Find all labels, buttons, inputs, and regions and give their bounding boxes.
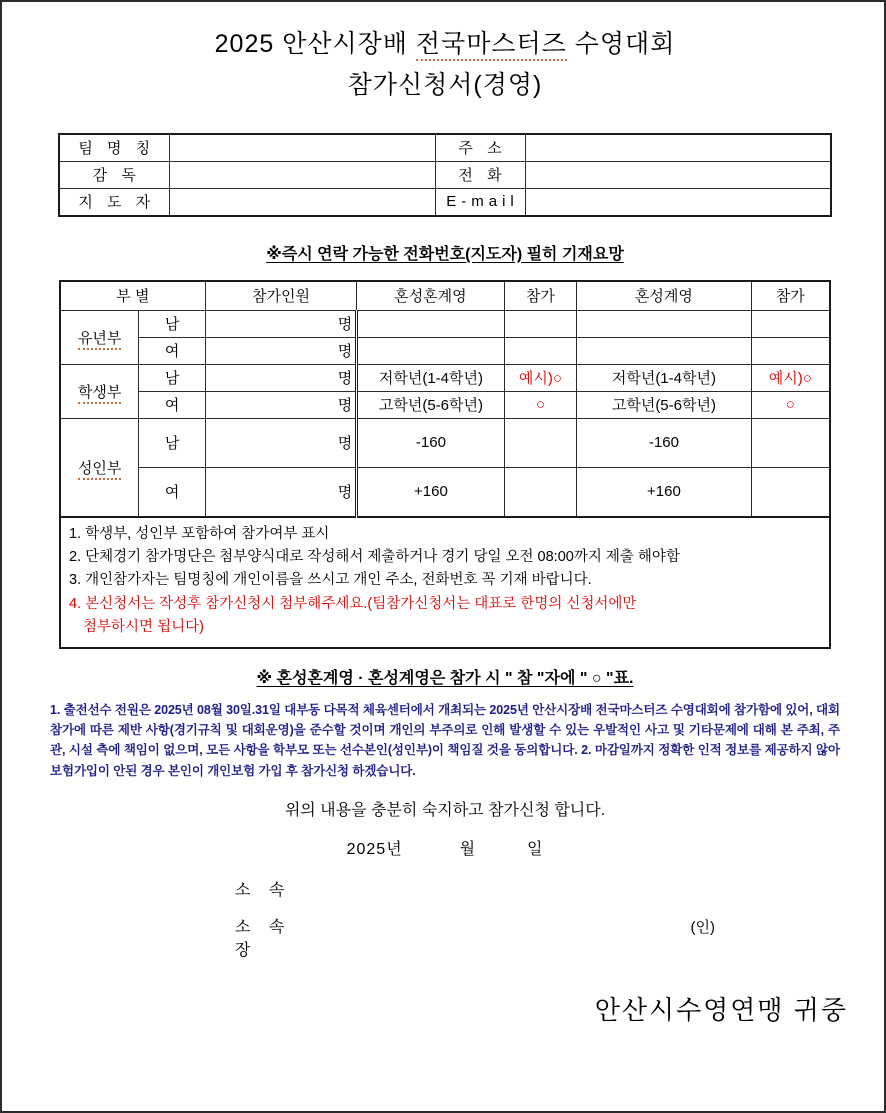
join2-adult-female[interactable]: [751, 467, 830, 517]
header-join-1: 참가: [504, 281, 577, 311]
mixed-medley-student-male: 저학년(1-4학년): [357, 364, 504, 391]
table-header-row: [60, 281, 830, 311]
team-name-label: 팀 명 칭: [59, 134, 169, 162]
table-row: [60, 364, 830, 391]
phone-field[interactable]: [525, 161, 831, 188]
table-row: [60, 391, 830, 418]
head-label: 소 속 장: [235, 918, 292, 959]
team-name-field[interactable]: [169, 134, 435, 162]
gender-female: 여: [139, 337, 205, 364]
date-day[interactable]: 일: [526, 840, 544, 858]
organization-footer: 안산시수영연맹 귀중: [594, 994, 848, 1025]
note-item-4-line1: 4. 본신청서는 작성후 참가신청시 첨부해주세요.(팀참가신청서는 대표로 한명의 신청서에만: [69, 595, 637, 612]
coach-label: 감 독: [59, 161, 169, 188]
mixed-relay-adult-female: +160: [577, 467, 751, 517]
gender-female: 여: [139, 467, 205, 517]
count-adult-female[interactable]: 명: [205, 467, 357, 517]
header-participant-count: 참가인원: [205, 281, 357, 311]
email-field[interactable]: [525, 188, 831, 216]
page-title-line1: [2, 28, 886, 62]
join1-student-male-example[interactable]: 예시)○: [504, 364, 577, 391]
team-info-table: [58, 133, 832, 217]
division-adult: [60, 418, 139, 517]
mixed-relay-student-male: 저학년(1-4학년): [577, 364, 751, 391]
join2-student-male-example[interactable]: 예시)○: [751, 364, 830, 391]
header-mixed-relay: 혼성계영: [577, 281, 751, 311]
division-adult-label: 성인부: [78, 460, 121, 480]
count-student-male[interactable]: 명: [205, 364, 357, 391]
mixed-medley-adult-male: -160: [357, 418, 504, 467]
table-row: [59, 161, 831, 188]
join1-student-female-example[interactable]: ○: [504, 391, 577, 418]
gender-female: 여: [139, 391, 205, 418]
signature-block: [165, 877, 725, 960]
header-mixed-medley: 혼성혼계영: [357, 281, 504, 311]
note-item-3: 3. 개인참가자는 팀명칭에 개인이름을 쓰시고 개인 주소, 전화번호 꼭 기재 바랍니다.: [69, 572, 592, 589]
join1-youth-male[interactable]: [504, 310, 577, 337]
gender-male: 남: [139, 364, 205, 391]
join2-adult-male[interactable]: [751, 418, 830, 467]
table-row: [59, 134, 831, 162]
division-student-label: 학생부: [78, 384, 121, 404]
join2-youth-female[interactable]: [751, 337, 830, 364]
title-block: [2, 2, 886, 103]
date-year[interactable]: 2025년: [346, 840, 403, 858]
table-row: [60, 310, 830, 337]
affiliation-row: [165, 877, 725, 900]
mixed-medley-youth-male: [357, 310, 504, 337]
mixed-relay-youth-male: [577, 310, 751, 337]
gender-male: 남: [139, 418, 205, 467]
mixed-medley-adult-female: +160: [357, 467, 504, 517]
seal-mark: (인): [690, 918, 715, 936]
count-youth-female[interactable]: 명: [205, 337, 357, 364]
division-student: [60, 364, 139, 418]
entry-division-table: [59, 280, 831, 518]
header-join-2: 참가: [751, 281, 830, 311]
note-item-2: 2. 단체경기 참가명단은 첨부양식대로 작성해서 제출하거나 경기 당일 오전 08:00까지 제출 해야함: [69, 548, 680, 565]
instructor-field[interactable]: [169, 188, 435, 216]
page-title-line2: 참가신청서(경영): [347, 70, 543, 99]
relay-mark-notice-text: ※ 혼성혼계영 · 혼성계영은 참가 시 " 참 "자에 " ○ "표.: [256, 669, 634, 687]
notes-box: [59, 518, 831, 649]
mixed-medley-youth-female: [357, 337, 504, 364]
division-youth-label: 유년부: [78, 330, 121, 350]
relay-mark-notice: [2, 665, 886, 688]
closing-statement: 위의 내용을 충분히 숙지하고 참가신청 합니다.: [284, 801, 606, 819]
header-division: 부 별: [60, 281, 205, 311]
affiliation-label: 소 속: [235, 881, 292, 899]
table-row: [60, 418, 830, 467]
join2-youth-male[interactable]: [751, 310, 830, 337]
table-row: [60, 337, 830, 364]
date-line: [2, 836, 886, 859]
mixed-relay-youth-female: [577, 337, 751, 364]
consent-paragraph: 1. 출전선수 전원은 2025년 08월 30일.31일 대부동 다목적 체육센터에서 개최되는 2025년 안산시장배 전국마스터즈 수영대회에 참가함에 있어, 대회 참가에 따른 제반 사항(경기규칙 및 대회운영)을 준수할 것이며 개인의 부주의로 인해 발생할 수 있는 우발적인 사고 및 기타문제에 대해 본 주최, 주관, 시설 측에 책임이 없으며, 모든 사항을 학부모 또는 선수본인(성인부)이 책임질 것을 동의합니다. 2. 마감일까지 정확한 인적 정보를 제공하지 않아 보험가입이 안된 경우 본인이 개인보험 가입 후 참가신청 하겠습니다.: [50, 702, 840, 778]
mixed-relay-adult-male: -160: [577, 418, 751, 467]
mixed-medley-student-female: 고학년(5-6학년): [357, 391, 504, 418]
coach-field[interactable]: [169, 161, 435, 188]
instructor-label: 지 도 자: [59, 188, 169, 216]
phone-notice: [2, 241, 886, 264]
count-youth-male[interactable]: 명: [205, 310, 357, 337]
gender-male: 남: [139, 310, 205, 337]
count-student-female[interactable]: 명: [205, 391, 357, 418]
title-squiggle-text: 전국마스터즈: [416, 30, 567, 61]
address-label: 주 소: [435, 134, 525, 162]
date-month[interactable]: 월: [459, 840, 477, 858]
email-label: E-mail: [435, 188, 525, 216]
join2-student-female-example[interactable]: ○: [751, 391, 830, 418]
note-item-4-line2: 첨부하시면 됩니다): [83, 619, 204, 636]
note-item-1: 1. 학생부, 성인부 포함하여 참가여부 표시: [69, 525, 330, 542]
join1-adult-female[interactable]: [504, 467, 577, 517]
phone-label: 전 화: [435, 161, 525, 188]
address-field[interactable]: [525, 134, 831, 162]
phone-notice-text: ※즉시 연락 가능한 전화번호(지도자) 필히 기재요망: [266, 245, 624, 263]
division-youth: [60, 310, 139, 364]
table-row: [59, 188, 831, 216]
title-suffix: 수영대회: [566, 30, 676, 58]
table-row: [60, 467, 830, 517]
mixed-relay-student-female: 고학년(5-6학년): [577, 391, 751, 418]
join1-adult-male[interactable]: [504, 418, 577, 467]
count-adult-male[interactable]: 명: [205, 418, 357, 467]
head-row: [165, 914, 725, 960]
join1-youth-female[interactable]: [504, 337, 577, 364]
title-prefix: 2025 안산시장배: [214, 30, 416, 58]
